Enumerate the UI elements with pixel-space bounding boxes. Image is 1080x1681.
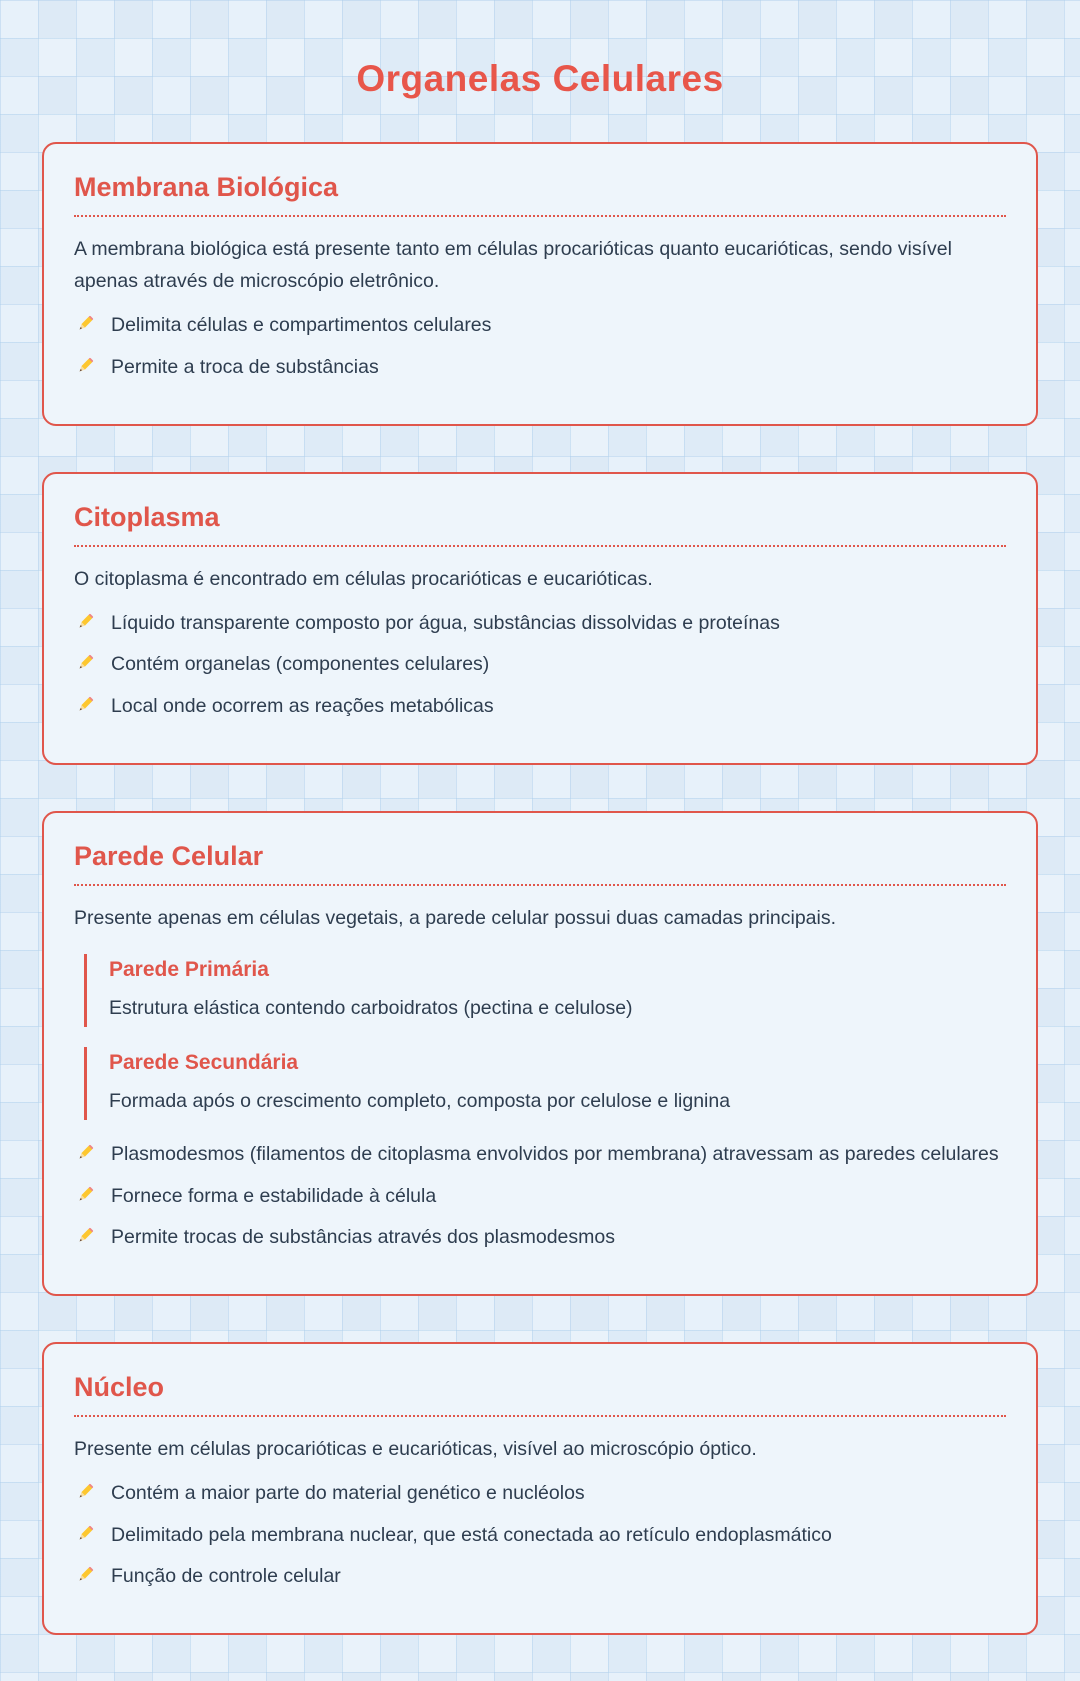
section-paragraph: A membrana biológica está presente tanto em células procarióticas quanto eucarióticas, sendo visível apenas através de microscópio eletrônico.	[74, 238, 952, 293]
bullet-item	[74, 692, 1006, 721]
card-membrana-biologica	[42, 142, 1038, 426]
pencil-icon	[74, 1481, 96, 1503]
bullet-item	[74, 1521, 1006, 1550]
pencil-icon	[74, 652, 96, 674]
section-paragraph: Presente apenas em células vegetais, a parede celular possui duas camadas principais.	[74, 906, 837, 929]
section-title: Núcleo	[74, 1372, 1006, 1417]
pencil-icon	[74, 313, 96, 335]
section-title: Parede Celular	[74, 841, 1006, 886]
bullet-item	[74, 650, 1006, 679]
bullet-text: Função de controle celular	[111, 1564, 341, 1587]
subsection-title: Parede Secundária	[109, 1051, 299, 1075]
bullet-text: Delimita células e compartimentos celulares	[111, 314, 492, 337]
section-paragraph: O citoplasma é encontrado em células procarióticas e eucarióticas.	[74, 567, 653, 590]
subsection-text: Formada após o crescimento completo, composta por celulose e lignina	[109, 1090, 731, 1113]
bullet-text: Plasmodesmos (filamentos de citoplasma envolvidos por membrana) atravessam as paredes celulares	[111, 1143, 999, 1166]
pencil-icon	[74, 1225, 96, 1247]
bullet-item	[74, 1223, 1006, 1252]
bullet-text: Contém a maior parte do material genético e nucléolos	[111, 1482, 585, 1505]
subsection-title: Parede Primária	[109, 957, 269, 981]
bullet-item	[74, 1479, 1006, 1508]
subsection-text: Estrutura elástica contendo carboidratos (pectina e celulose)	[109, 996, 633, 1019]
card-nucleo	[42, 1342, 1038, 1635]
subsection-parede-secundaria	[84, 1047, 1006, 1120]
section-title: Membrana Biológica	[74, 172, 1006, 217]
sections-container	[0, 142, 1080, 1635]
pencil-icon	[74, 1184, 96, 1206]
section-paragraph: Presente em células procarióticas e eucarióticas, visível ao microscópio óptico.	[74, 1438, 757, 1461]
subsection-parede-primaria	[84, 954, 1006, 1027]
bullet-text: Permite trocas de substâncias através dos plasmodesmos	[111, 1225, 615, 1248]
bullet-text: Contém organelas (componentes celulares)	[111, 653, 490, 676]
pencil-icon	[74, 355, 96, 377]
bullet-text: Líquido transparente composto por água, substâncias dissolvidas e proteínas	[111, 612, 780, 635]
bullet-item	[74, 1140, 1006, 1169]
pencil-icon	[74, 611, 96, 633]
pencil-icon	[74, 1142, 96, 1164]
bullet-text: Fornece forma e estabilidade à célula	[111, 1184, 437, 1207]
bullet-item	[74, 1562, 1006, 1591]
bullet-item	[74, 311, 1006, 340]
pencil-icon	[74, 694, 96, 716]
pencil-icon	[74, 1564, 96, 1586]
bullet-item	[74, 1182, 1006, 1211]
bullet-item	[74, 609, 1006, 638]
card-citoplasma	[42, 472, 1038, 765]
page-title: Organelas Celulares	[356, 58, 724, 99]
card-parede-celular	[42, 811, 1038, 1296]
bullet-text: Local onde ocorrem as reações metabólicas	[111, 694, 494, 717]
bullet-text: Permite a troca de substâncias	[111, 355, 379, 378]
bullet-item	[74, 353, 1006, 382]
bullet-text: Delimitado pela membrana nuclear, que está conectada ao retículo endoplasmático	[111, 1523, 832, 1546]
section-title: Citoplasma	[74, 502, 1006, 547]
pencil-icon	[74, 1523, 96, 1545]
